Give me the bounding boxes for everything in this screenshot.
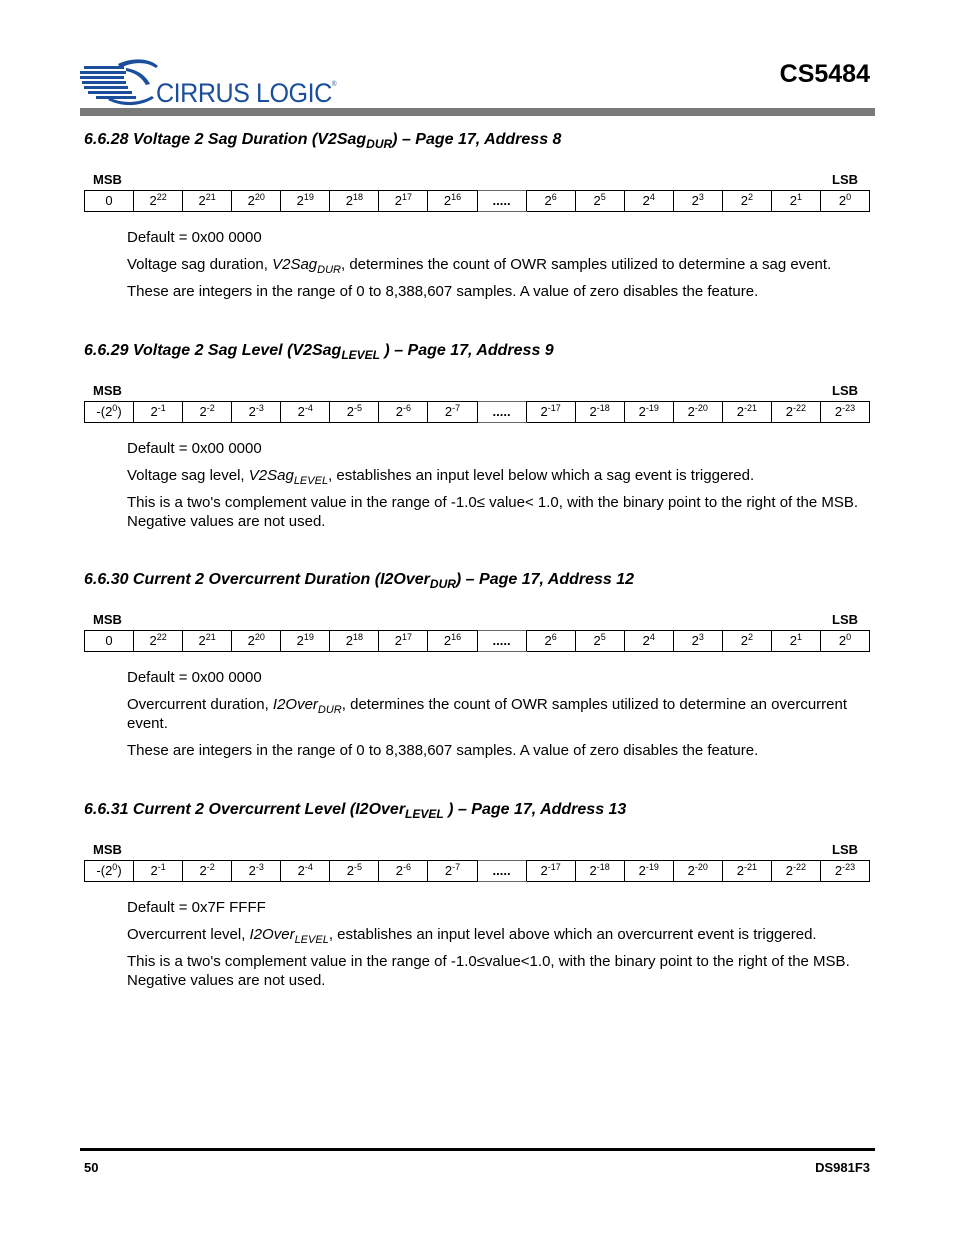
bit-cell: $2^{-18}$ (575, 861, 624, 882)
section-v2sag-dur (84, 130, 874, 301)
bit-order-labels (84, 172, 874, 187)
bit-cell: $2^{18}$ (330, 191, 379, 212)
bit-cell: $2^{20}$ (232, 631, 281, 652)
bit-cell: $2^{-3}$ (232, 402, 281, 423)
bit-cell: $2^{-4}$ (281, 861, 330, 882)
msb-label: MSB (93, 383, 122, 398)
description-line: Overcurrent duration, I2Over$_{DUR}$, determines the count of OWR samples utilized to determine an overcurrent event. (127, 696, 847, 732)
bit-cell: $2^{-5}$ (330, 861, 379, 882)
bit-cell: 0 (85, 191, 134, 212)
default-value: Default = 0x00 0000 (127, 669, 262, 686)
bit-cell: $2^5$ (575, 191, 624, 212)
register-bit-table (84, 401, 870, 423)
bit-order-labels (84, 842, 874, 857)
section-description (127, 228, 877, 301)
msb-label: MSB (93, 612, 122, 627)
part-number: CS5484 (779, 60, 870, 88)
description-line: Voltage sag duration, V2Sag$_{DUR}$, determines the count of OWR samples utilized to determine a sag event. (127, 256, 832, 276)
bit-cell: $2^6$ (526, 631, 575, 652)
bit-cell: $2^{-21}$ (722, 861, 771, 882)
default-value: Default = 0x00 0000 (127, 229, 262, 246)
bit-cell: $2^2$ (722, 631, 771, 652)
section-title: 6.6.31 Current 2 Overcurrent Level (I2Over$_{LEVEL}$ ) – Page 17, Address 13 (84, 801, 627, 821)
bit-cell: $2^{19}$ (281, 631, 330, 652)
register-bit-table (84, 630, 870, 652)
description-range: These are integers in the range of 0 to 8,388,607 samples. A value of zero disables the feature. (127, 742, 759, 759)
bit-cell: $2^0$ (820, 191, 869, 212)
logo-wordmark: CIRRUS LOGIC® (156, 78, 337, 108)
msb-label: MSB (93, 172, 122, 187)
bit-cell: $2^{-19}$ (624, 402, 673, 423)
bit-cell: $2^{-20}$ (673, 402, 722, 423)
section-title: 6.6.28 Voltage 2 Sag Duration (V2Sag$_{DUR}$) – Page 17, Address 8 (84, 131, 562, 151)
section-title: 6.6.29 Voltage 2 Sag Level (V2Sag$_{LEVEL}$ ) – Page 17, Address 9 (84, 342, 554, 362)
register-bit-table (84, 190, 870, 212)
description-range: These are integers in the range of 0 to 8,388,607 samples. A value of zero disables the feature. (127, 283, 759, 300)
bit-cell: $2^{-6}$ (379, 402, 428, 423)
bit-cell: $2^{-1}$ (134, 861, 183, 882)
bit-cell: $2^{-3}$ (232, 861, 281, 882)
bit-cell: $2^{22}$ (134, 191, 183, 212)
bit-cell: $2^{-20}$ (673, 861, 722, 882)
bit-cell: $2^6$ (526, 191, 575, 212)
bit-cell: $2^{-1}$ (134, 402, 183, 423)
bit-cell: $2^{-21}$ (722, 402, 771, 423)
bit-cell: $2^{-5}$ (330, 402, 379, 423)
description-line: Voltage sag level, V2Sag$_{LEVEL}$, establishes an input level below which a sag event is triggered. (127, 467, 755, 487)
bit-cell: $2^3$ (673, 191, 722, 212)
description-range: This is a two's complement value in the range of -1.0≤value<1.0, with the binary point to the right of the MSB. Negative values are not used. (127, 953, 850, 989)
bit-cell: $2^{-19}$ (624, 861, 673, 882)
bit-ellipsis-cell: ..... (477, 861, 526, 882)
section-v2sag-level (84, 341, 874, 531)
bit-cell: $2^1$ (771, 191, 820, 212)
section-description (127, 898, 877, 990)
lsb-label: LSB (832, 842, 858, 857)
bit-cell: $2^{-7}$ (428, 402, 477, 423)
header-rule (80, 108, 875, 116)
bit-cell: $2^{19}$ (281, 191, 330, 212)
section-title: 6.6.30 Current 2 Overcurrent Duration (I2Over$_{DUR}$) – Page 17, Address 12 (84, 571, 635, 591)
bit-cell: $2^{20}$ (232, 191, 281, 212)
msb-label: MSB (93, 842, 122, 857)
bit-cell: 0 (85, 631, 134, 652)
bit-cell: $2^{-23}$ (820, 861, 869, 882)
description-range: This is a two's complement value in the range of -1.0≤ value< 1.0, with the binary point to the right of the MSB. Negative values are not used. (127, 494, 859, 530)
bit-cell: $2^2$ (722, 191, 771, 212)
bit-cell: $2^{17}$ (379, 191, 428, 212)
section-description (127, 668, 877, 760)
bit-cell: $2^4$ (624, 191, 673, 212)
bit-cell: $2^{21}$ (183, 631, 232, 652)
bit-cell: $2^{-2}$ (183, 402, 232, 423)
page-number: 50 (84, 1160, 99, 1175)
default-value: Default = 0x7F FFFF (127, 899, 266, 916)
bit-cell: $2^3$ (673, 631, 722, 652)
section-i2over-level (84, 800, 874, 990)
bit-cell: $2^{-23}$ (820, 402, 869, 423)
bit-cell: $2^4$ (624, 631, 673, 652)
bit-cell: $2^{21}$ (183, 191, 232, 212)
bit-ellipsis-cell: ..... (477, 402, 526, 423)
bit-cell: $2^5$ (575, 631, 624, 652)
bit-cell: $2^{16}$ (428, 191, 477, 212)
bit-cell: $2^{-18}$ (575, 402, 624, 423)
default-value: Default = 0x00 0000 (127, 440, 262, 457)
bit-cell: $2^{-2}$ (183, 861, 232, 882)
section-description (127, 439, 877, 531)
bit-cell: $2^{-4}$ (281, 402, 330, 423)
register-bit-table (84, 860, 870, 882)
bit-cell: $2^{-22}$ (771, 402, 820, 423)
bit-order-labels (84, 612, 874, 627)
bit-cell: $2^{16}$ (428, 631, 477, 652)
bit-order-labels (84, 383, 874, 398)
bit-cell: $-(2^0)$ (85, 402, 134, 423)
bit-cell: $2^{22}$ (134, 631, 183, 652)
section-i2over-dur (84, 570, 874, 760)
document-id: DS981F3 (815, 1160, 870, 1175)
bit-ellipsis-cell: ..... (477, 191, 526, 212)
footer-rule (80, 1148, 875, 1151)
lsb-label: LSB (832, 612, 858, 627)
bit-cell: $2^{17}$ (379, 631, 428, 652)
lsb-label: LSB (832, 172, 858, 187)
bit-cell: $2^1$ (771, 631, 820, 652)
bit-cell: $2^{-22}$ (771, 861, 820, 882)
bit-cell: $2^{-17}$ (526, 402, 575, 423)
bit-cell: $2^{18}$ (330, 631, 379, 652)
bit-ellipsis-cell: ..... (477, 631, 526, 652)
description-line: Overcurrent level, I2Over$_{LEVEL}$, establishes an input level above which an overcurrent event is triggered. (127, 926, 817, 946)
bit-cell: $2^{-17}$ (526, 861, 575, 882)
bit-cell: $2^{-7}$ (428, 861, 477, 882)
bit-cell: $-(2^0)$ (85, 861, 134, 882)
bit-cell: $2^0$ (820, 631, 869, 652)
bit-cell: $2^{-6}$ (379, 861, 428, 882)
lsb-label: LSB (832, 383, 858, 398)
